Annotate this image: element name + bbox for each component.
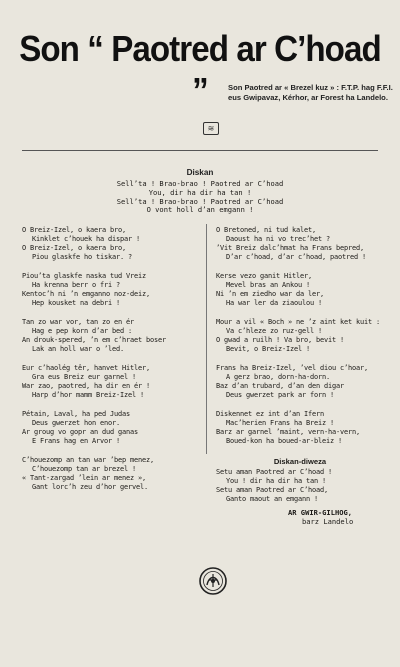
verse-line: Barz ar garnel ’maint, vern-ha-vern, bbox=[216, 427, 360, 436]
verse-line: Ganto maout an emgann ! bbox=[226, 494, 318, 503]
verse-line: Mac’herien Frans ha Breiz ! bbox=[226, 418, 334, 427]
verse-line: Setu aman Paotred ar C’hoad ! bbox=[216, 468, 332, 476]
verse-line: Harp d’hor mamm Breiz-Izel ! bbox=[32, 390, 144, 399]
verse-line: Ar groug vo gopr an dud ganas bbox=[22, 427, 138, 436]
refrain-heading: Diskan bbox=[186, 168, 214, 177]
stanza bbox=[216, 226, 398, 262]
verse-line: Ni ’n em ziedho war da ler, bbox=[216, 289, 324, 298]
verse-line: Ha war ler da ziaoulou ! bbox=[226, 298, 322, 307]
page-title: Son “ Paotred ar C’hoad ” bbox=[19, 28, 381, 111]
stanza bbox=[22, 272, 204, 308]
verse-line: O Breiz-Izel, o kaera bro, bbox=[22, 243, 126, 252]
verse-line: Bevit, o Breiz-Izel ! bbox=[226, 344, 310, 353]
verse-line: Va c’hleze zo ruz-gell ! bbox=[226, 326, 322, 335]
verse-line: Tan zo war vor, tan zo en ér bbox=[22, 318, 134, 326]
verse-line: Piou glaskfe ho tiskar. ? bbox=[32, 252, 132, 261]
verse-line: Setu aman Paotred ar C’hoad, bbox=[216, 485, 328, 494]
verse-line: You ! dir ha dir ha tan ! bbox=[226, 476, 326, 485]
stanza bbox=[216, 410, 398, 446]
verse-line: Piou’ta glaskfe naska tud Vreiz bbox=[22, 272, 146, 280]
verse-line: Gant lorc’h zeu d’hor gervel. bbox=[32, 482, 148, 491]
refrain-line: Sell’ta ! Brao-brao ! Paotred ar C’hoad bbox=[116, 179, 284, 188]
verse-line: Eur c’haolég têr, hanvet Hitler, bbox=[22, 364, 150, 372]
verse-line: Diskennet ez int d’an Ifern bbox=[216, 410, 324, 418]
verse-line: Kentoc’h ni ’n emganno noz-deiz, bbox=[22, 289, 150, 298]
final-refrain-heading: Diskan-diweza bbox=[273, 457, 327, 466]
verse-line: War zao, paotred, ha dir en ér ! bbox=[22, 381, 150, 390]
stanza bbox=[22, 456, 204, 492]
stanza bbox=[22, 318, 204, 354]
refrain-line: O vont holl d’an emgann ! bbox=[146, 205, 254, 215]
verse-line: C’houezomp tan ar brezel ! bbox=[32, 464, 136, 473]
refrain-line: You, dir ha dir ha tan ! bbox=[148, 187, 252, 197]
verse-line: Pétain, Laval, ha ped Judas bbox=[22, 410, 130, 418]
final-refrain bbox=[216, 468, 396, 504]
printer-emblem-icon bbox=[198, 566, 228, 596]
verse-line: ’Vit Breiz dalc’hmat ha Frans bepred, bbox=[216, 243, 364, 252]
refrain-line: Sell’ta ! Brao-brao ! Paotred ar C’hoad bbox=[116, 196, 284, 206]
verse-line: Daoust ha ni vo trec’het ? bbox=[226, 234, 330, 243]
verse-line: O gwad a ruilh ! Va bro, bevit ! bbox=[216, 335, 344, 344]
verse-line: Baz d’an trubard, d’an den digar bbox=[216, 381, 344, 390]
verse-line: Hag e pep korn d’ar bed : bbox=[32, 326, 132, 335]
verse-line: O Breiz-Izel, o kaera bro, bbox=[22, 226, 126, 234]
dedication-credit: Son Paotred ar « Brezel kuz » : F.T.P. hag F.F.I. eus Gwipavaz, Kérhor, ar Forest ha Landelo. bbox=[228, 83, 393, 102]
verse-line: Kerse vezo ganit Hitler, bbox=[216, 272, 312, 280]
signature-author: AR GWIR-GILHOG, bbox=[288, 508, 353, 517]
verse-line: D’ar c’hoad, d’ar c’hoad, paotred ! bbox=[226, 252, 366, 261]
stanza bbox=[22, 410, 204, 446]
column-divider bbox=[206, 224, 207, 454]
stanza bbox=[216, 272, 398, 308]
refrain bbox=[100, 180, 300, 215]
verse-line: Kinklet c’houek ha dispar ! bbox=[32, 234, 140, 243]
signature bbox=[288, 508, 398, 526]
verse-line: O Bretoned, ni tud kalet, bbox=[216, 226, 316, 234]
ornament-icon: ≋ bbox=[203, 122, 219, 135]
verse-line: Deus gwerzet hon enor. bbox=[32, 418, 120, 427]
verse-line: « Tant-zargad ’lein ar menez », bbox=[22, 473, 146, 482]
verse-line: E Frans hag en Arvor ! bbox=[32, 436, 120, 445]
verse-line: An drouk-spered, ’n em c’hraet boser bbox=[22, 335, 166, 344]
verse-line: Mour a vil « Boch » ne ’z aint ket kuit : bbox=[216, 318, 380, 326]
verse-line: C’houezomp an tan war ’bep menez, bbox=[22, 456, 154, 464]
verse-line: Mevel bras an Ankou ! bbox=[226, 280, 310, 289]
verse-line: A gerz brao, dorn-ha-dorn. bbox=[226, 372, 330, 381]
verse-line: Ha krenna berr o fri ? bbox=[32, 280, 120, 289]
stanza bbox=[216, 318, 398, 354]
stanza bbox=[22, 364, 204, 400]
signature-place: barz Landelo bbox=[302, 517, 354, 526]
verse-line: Gra eus Breiz eur garnel ! bbox=[32, 372, 136, 381]
stanza bbox=[216, 364, 398, 400]
verse-line: Deus gwerzet park ar forn ! bbox=[226, 390, 334, 399]
divider bbox=[22, 150, 378, 151]
verse-line: Hep kousket na debri ! bbox=[32, 298, 120, 307]
verse-line: Lak an holl war o ’led. bbox=[32, 344, 124, 353]
verse-line: Boued-kon ha boued-ar-bleiz ! bbox=[226, 436, 342, 445]
stanza bbox=[22, 226, 204, 262]
verse-line: Frans ha Breiz-Izel, ’vel diou c’hoar, bbox=[216, 364, 368, 372]
